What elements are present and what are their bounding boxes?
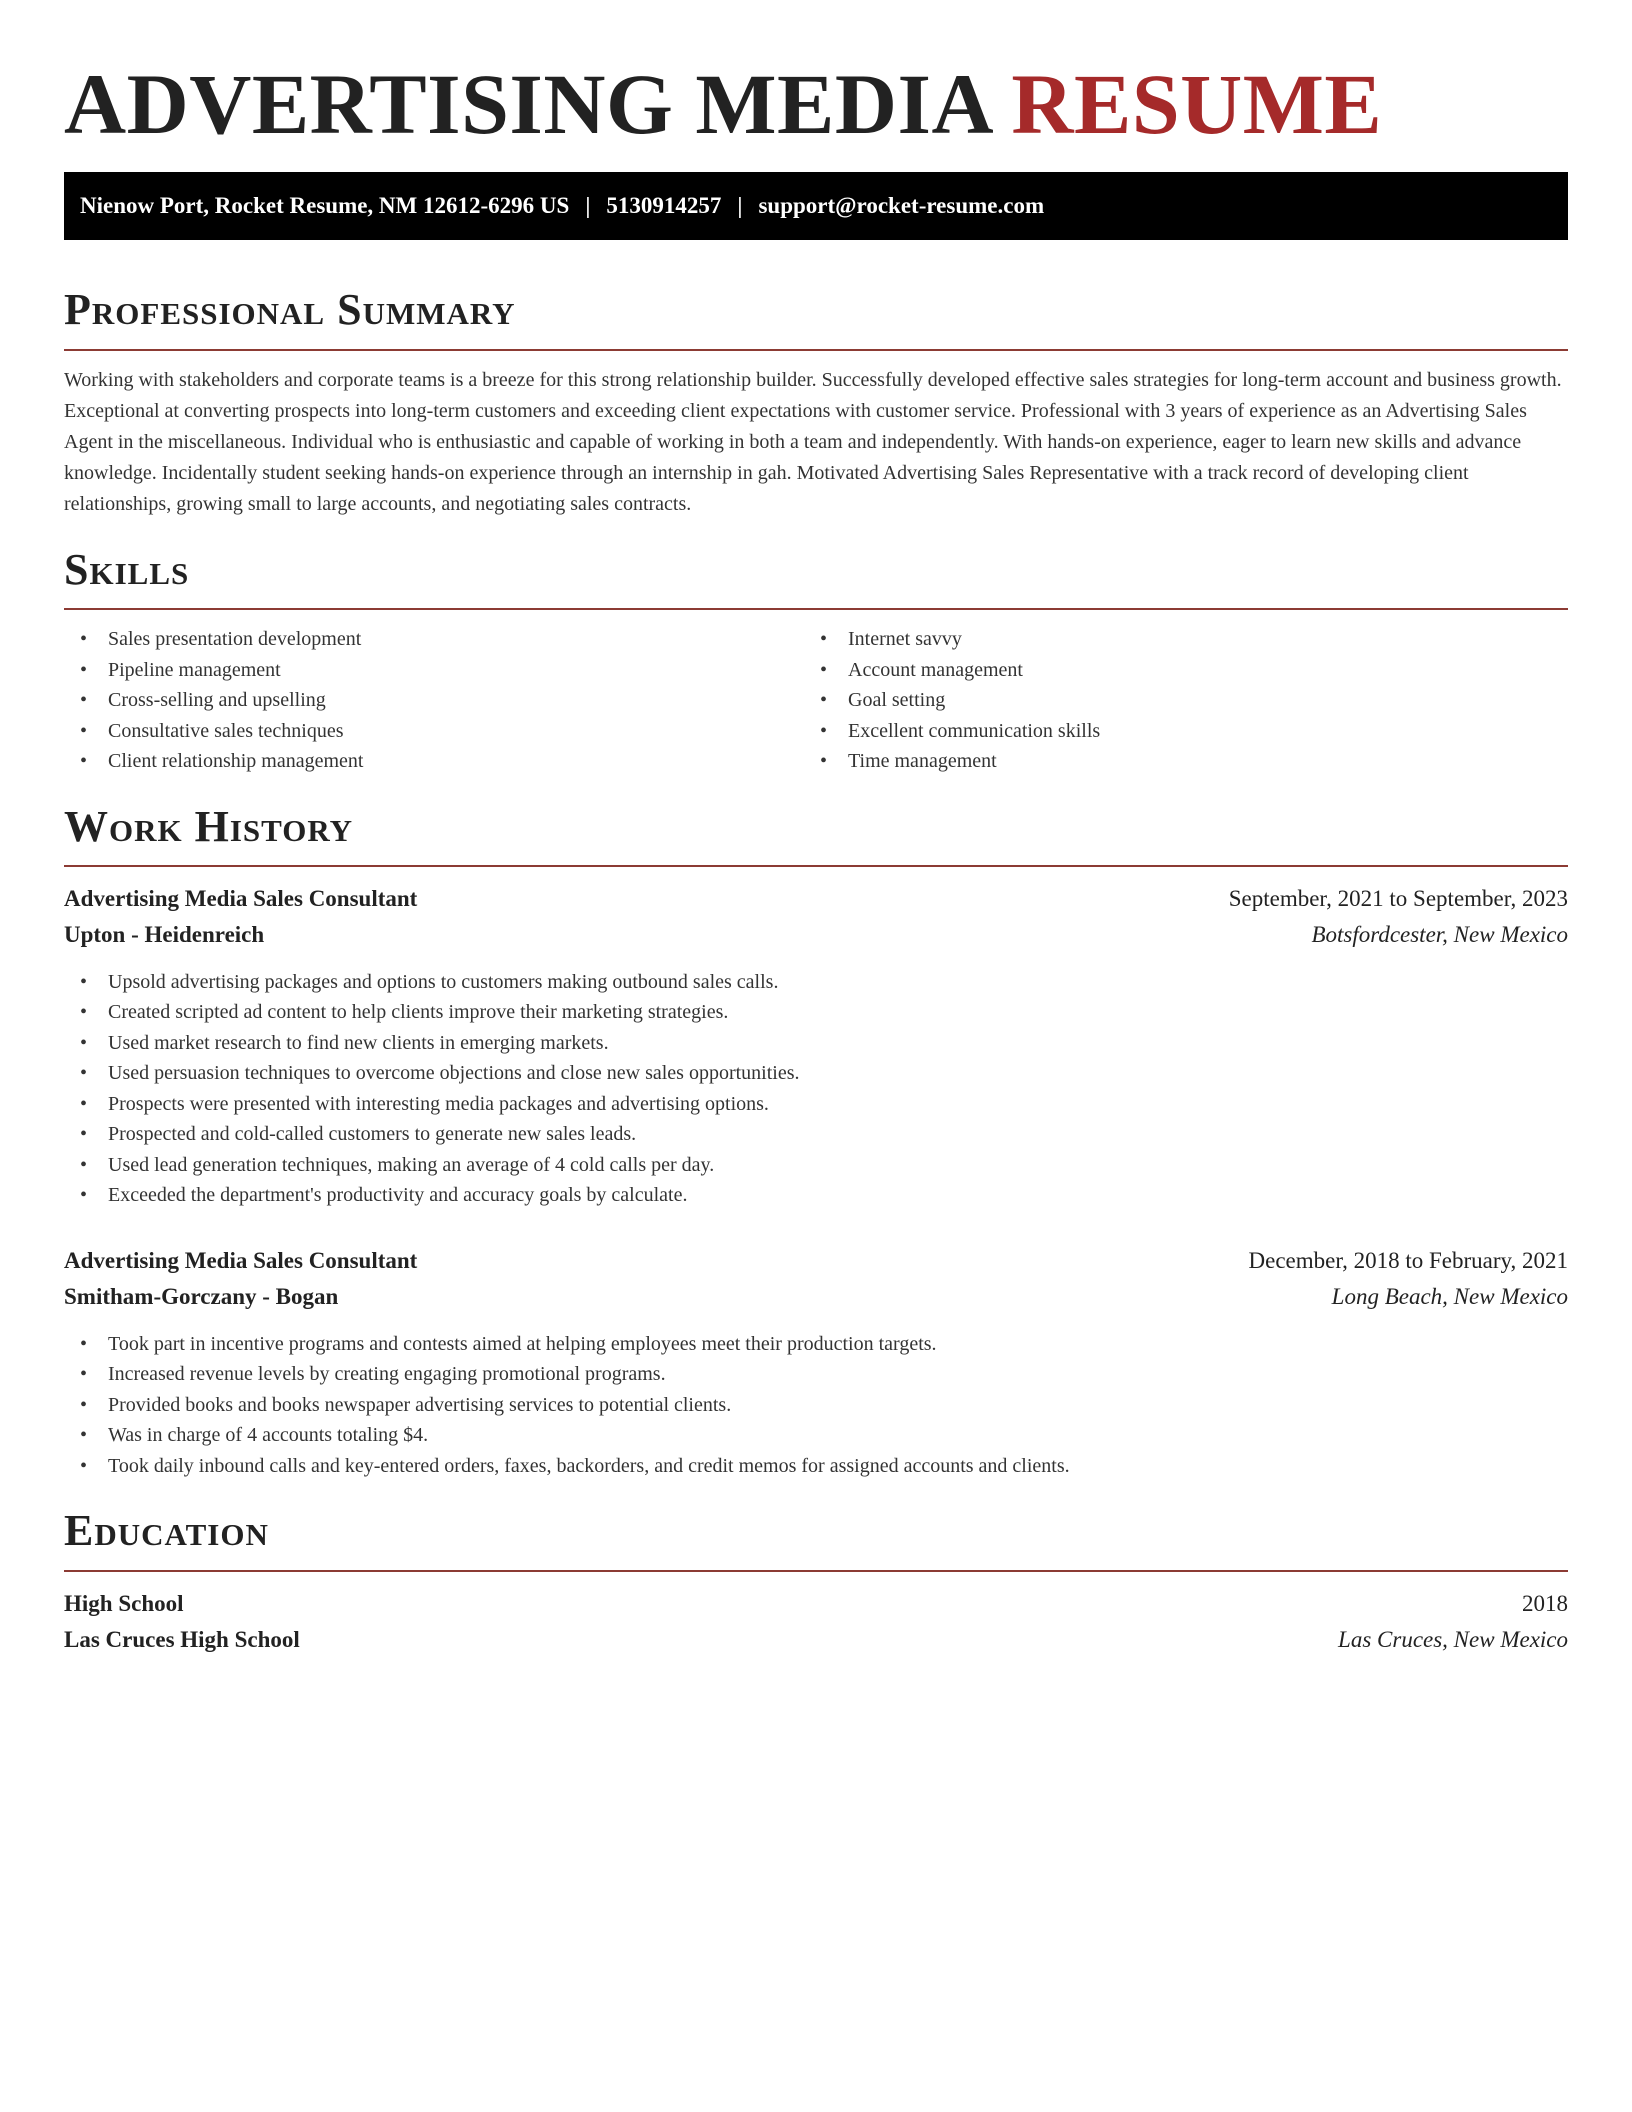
job-company-row <box>64 1279 1568 1315</box>
summary-text: Working with stakeholders and corporate teams is a breeze for this strong relationship builder. Successfully developed effective sales strategies for long-term account and business growth. Exceptional at converting prospects into long-term customers and exceeding client expectations with customer service. Professional with 3 years of experience as an Advertising Sales Agent in the miscellaneous. Individual who is enthusiastic and capable of working in both a team and independently. With hands-on experience, eager to learn new skills and advance knowledge. Incidentally student seeking hands-on experience through an internship in gah. Motivated Advertising Sales Representative with a track record of developing client relationships, growing small to large accounts, and negotiating sales contracts. <box>64 368 1562 515</box>
section-divider <box>64 349 1568 351</box>
job-entry <box>64 881 1568 1211</box>
education-degree-row <box>64 1586 1568 1622</box>
job-dates: September, 2021 to September, 2023 <box>1228 885 1568 911</box>
job-duties <box>64 1329 1568 1482</box>
work-section <box>64 803 1568 1482</box>
skills-heading: Skills <box>64 544 190 594</box>
education-school-row <box>64 1622 1568 1658</box>
job-duties <box>64 967 1568 1211</box>
skills-list-right <box>804 624 1544 777</box>
skill-item: • Client relationship management <box>64 746 804 777</box>
job-title: Advertising Media Sales Consultant <box>64 1247 418 1273</box>
section-divider <box>64 608 1568 610</box>
job-duty: • Prospected and cold-called customers to generate new sales leads. <box>64 1119 1568 1150</box>
skill-item: • Consultative sales techniques <box>64 716 804 747</box>
skill-item: • Internet savvy <box>804 624 1544 655</box>
job-header-row <box>64 881 1568 917</box>
education-degree: High School <box>64 1590 184 1616</box>
skills-section <box>64 546 1568 777</box>
education-school: Las Cruces High School <box>64 1626 300 1652</box>
job-duty: • Took daily inbound calls and key-entered orders, faxes, backorders, and credit memos for assigned accounts and clients. <box>64 1451 1568 1482</box>
job-location: Botsfordcester, New Mexico <box>1311 921 1568 947</box>
job-company-row <box>64 917 1568 953</box>
job-duty: • Took part in incentive programs and contests aimed at helping employees meet their production targets. <box>64 1329 1568 1360</box>
contact-separator: | <box>737 193 743 219</box>
job-title: Advertising Media Sales Consultant <box>64 885 418 911</box>
job-company: Upton - Heidenreich <box>64 921 265 947</box>
job-entry <box>64 1243 1568 1482</box>
skill-item: • Cross-selling and upselling <box>64 685 804 716</box>
contact-separator: | <box>585 193 591 219</box>
summary-heading: Professional Summary <box>64 285 516 335</box>
job-company: Smitham-Gorczany - Bogan <box>64 1283 339 1309</box>
contact-phone: 5130914257 <box>606 193 722 219</box>
job-duty: • Exceeded the department's productivity and accuracy goals by calculate. <box>64 1180 1568 1211</box>
resume-page <box>64 0 1568 1658</box>
skill-item: • Excellent communication skills <box>804 716 1544 747</box>
resume-title <box>64 56 1568 152</box>
job-duty: • Created scripted ad content to help clients improve their marketing strategies. <box>64 997 1568 1028</box>
job-duty: • Prospects were presented with interesting media packages and advertising options. <box>64 1089 1568 1120</box>
skills-columns <box>64 624 1568 777</box>
contact-address: Nienow Port, Rocket Resume, NM 12612-6296 US <box>80 193 570 219</box>
education-location: Las Cruces, New Mexico <box>1338 1626 1568 1652</box>
education-entry <box>64 1586 1568 1658</box>
job-duty: • Was in charge of 4 accounts totaling $4. <box>64 1420 1568 1451</box>
job-duty: • Used lead generation techniques, making an average of 4 cold calls per day. <box>64 1150 1568 1181</box>
contact-email: support@rocket-resume.com <box>758 193 1045 219</box>
job-location: Long Beach, New Mexico <box>1331 1283 1568 1309</box>
job-duty: • Increased revenue levels by creating engaging promotional programs. <box>64 1359 1568 1390</box>
summary-section <box>64 286 1568 519</box>
section-divider <box>64 1570 1568 1572</box>
skill-item: • Goal setting <box>804 685 1544 716</box>
work-heading: Work History <box>64 801 354 851</box>
job-duty: • Provided books and books newspaper advertising services to potential clients. <box>64 1390 1568 1421</box>
skill-item: • Pipeline management <box>64 655 804 686</box>
title-accent: RESUME <box>1011 56 1383 152</box>
skill-item: • Time management <box>804 746 1544 777</box>
title-main: ADVERTISING MEDIA <box>64 56 990 152</box>
education-heading: Education <box>64 1506 269 1556</box>
skill-item: • Sales presentation development <box>64 624 804 655</box>
education-section <box>64 1507 1568 1657</box>
job-duty: • Used persuasion techniques to overcome objections and close new sales opportunities. <box>64 1058 1568 1089</box>
skill-item: • Account management <box>804 655 1544 686</box>
section-divider <box>64 865 1568 867</box>
job-duty: • Upsold advertising packages and options to customers making outbound sales calls. <box>64 967 1568 998</box>
job-dates: December, 2018 to February, 2021 <box>1248 1247 1568 1273</box>
education-year: 2018 <box>1522 1590 1568 1616</box>
contact-bar <box>64 172 1568 240</box>
job-duty: • Used market research to find new clients in emerging markets. <box>64 1028 1568 1059</box>
job-header-row <box>64 1243 1568 1279</box>
skills-list-left <box>64 624 804 777</box>
